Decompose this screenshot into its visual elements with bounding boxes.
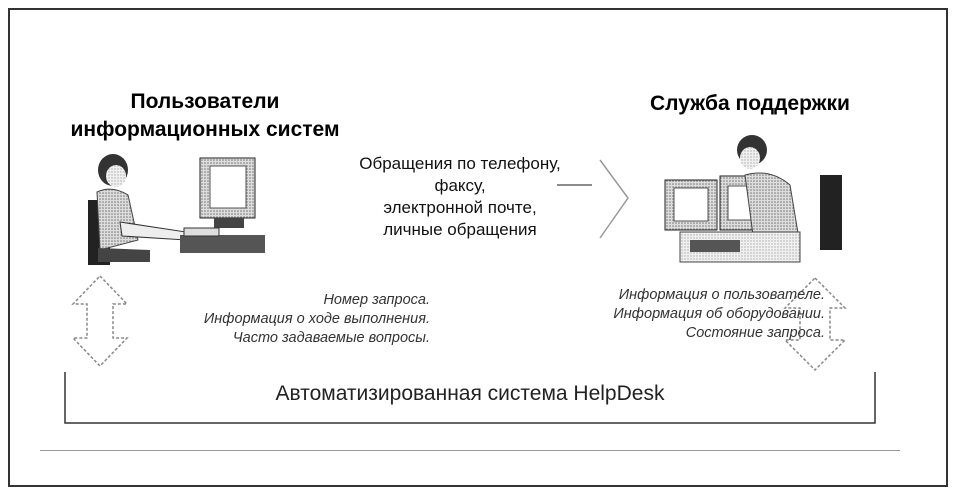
requests-line: личные обращения <box>383 220 537 239</box>
info-to-users-line: Информация о ходе выполнения. <box>203 311 430 327</box>
requests-line: Обращения по телефону, <box>359 154 561 173</box>
support-title: Служба поддержки <box>650 92 850 115</box>
helpdesk-system-label: Автоматизированная система HelpDesk <box>275 382 665 405</box>
users-title-line1: Пользователи <box>130 90 280 113</box>
requests-label <box>300 153 620 241</box>
user-at-computer-icon <box>88 154 265 265</box>
info-to-users-line: Часто задаваемые вопросы. <box>232 330 430 346</box>
info-to-system-label <box>495 286 825 343</box>
info-to-users-line: Номер запроса. <box>323 292 430 308</box>
requests-line: факсу, <box>434 176 486 195</box>
info-to-system-line: Состояние запроса. <box>685 325 825 341</box>
requests-line: электронной почте, <box>383 198 537 217</box>
users-title-line2: информационных систем <box>70 118 340 141</box>
info-to-system-line: Информация об оборудовании. <box>613 306 825 322</box>
users-title <box>40 88 370 144</box>
bottom-divider <box>40 450 900 451</box>
info-to-system-line: Информация о пользователе. <box>618 287 825 303</box>
info-to-users-label <box>110 291 430 348</box>
support-operator-icon <box>665 135 842 262</box>
